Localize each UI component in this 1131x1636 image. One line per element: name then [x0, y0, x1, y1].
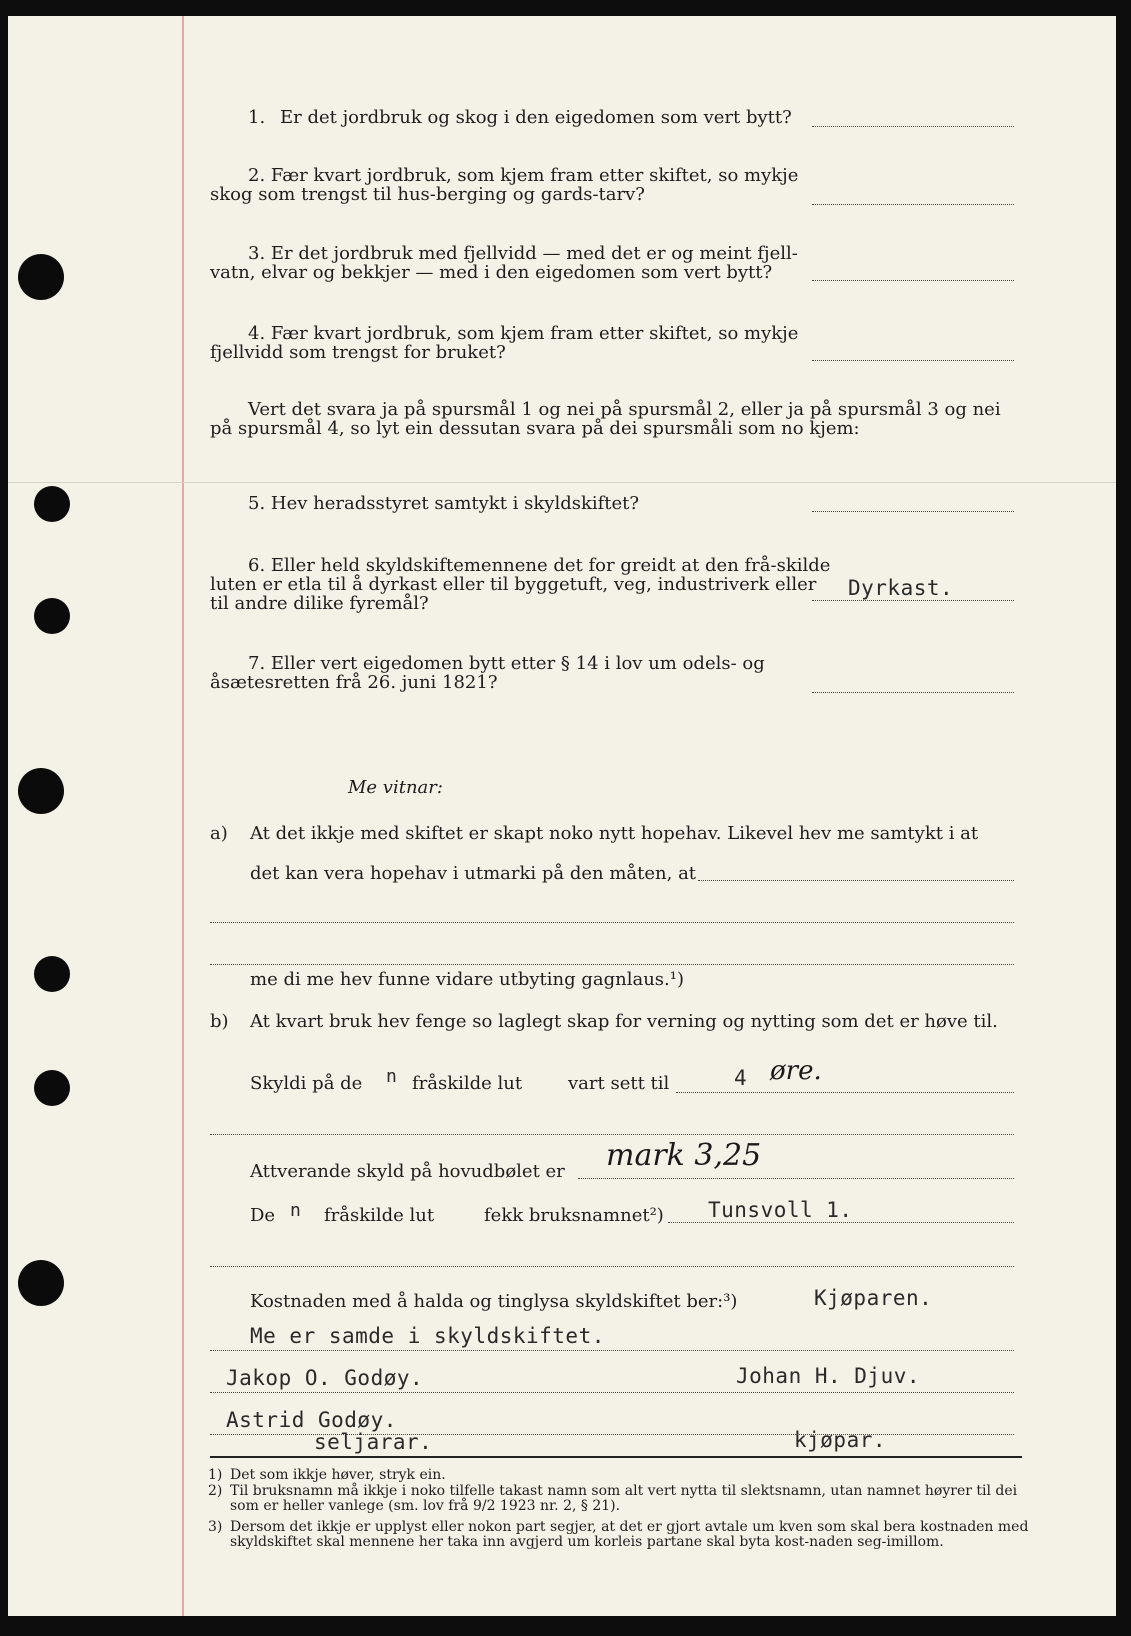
punch-hole	[34, 598, 70, 634]
section-b-line1: At kvart bruk hev fenge so laglegt skap for verning og nytting som det er høve til.	[250, 1011, 998, 1032]
punch-hole	[34, 1070, 70, 1106]
punch-hole	[18, 1260, 64, 1306]
blank-line	[210, 922, 1014, 923]
buyer-label: kjøpar.	[794, 1428, 887, 1452]
question-2	[210, 166, 840, 204]
question-text: Er det jordbruk og skog i den eigedomen som vert bytt?	[280, 107, 792, 128]
intro-paragraph: Vert det svara ja på spursmål 1 og nei på spursmål 2, eller ja på spursmål 3 og nei på spursmål 4, so lyt ein dessutan svara på dei spursmåli som no kjem:	[210, 399, 1001, 439]
answer-line-1	[812, 126, 1014, 127]
seller-label: seljarar.	[314, 1430, 433, 1454]
agreement-text: Me er samde i skyldskiftet.	[250, 1324, 605, 1348]
footnote-mark: 3)	[208, 1519, 223, 1535]
section-b-mark: b)	[210, 1011, 229, 1032]
footnote-text: Dersom det ikkje er upplyst eller nokon part segjer, at det er gjort avtale um kven som skal bera kostnaden med skyldskiftet skal mennene her taka inn avgjerd um korleis partane skal byta kost-naden seg-imillom.	[230, 1519, 1029, 1550]
skyld-n: n	[386, 1066, 398, 1087]
bruksnamn-n: n	[290, 1200, 302, 1221]
section-a-mark: a)	[210, 823, 228, 844]
answer-6: Dyrkast.	[848, 576, 954, 600]
skyld-prefix: Skyldi på de	[250, 1073, 363, 1094]
footnote-mark: 1)	[208, 1467, 223, 1483]
question-text: Fær kvart jordbruk, som kjem fram etter skiftet, so mykje fjellvidd som trengst for bruket?	[210, 323, 799, 363]
bruksnamn-prefix: De	[250, 1205, 276, 1226]
question-number: 4.	[248, 323, 266, 344]
question-text: Eller held skyldskiftemennene det for greidt at den frå-skilde luten er etla til å dyrkast eller til byggetuft, veg, industriverk eller til andre dilike fyremål?	[210, 555, 831, 614]
blank-line	[698, 880, 1014, 881]
question-1	[210, 108, 810, 127]
question-4	[210, 324, 840, 362]
blank-line	[210, 1392, 1014, 1393]
blank-line	[210, 1134, 1014, 1135]
blank-line	[210, 1266, 1014, 1267]
blank-line	[210, 1350, 1014, 1351]
margin-line	[182, 16, 184, 1616]
punch-hole	[34, 486, 70, 522]
question-number: 1.	[248, 107, 266, 128]
attverande-value: mark 3,25	[606, 1138, 762, 1173]
question-number: 5.	[248, 493, 266, 514]
kostnad-label: Kostnaden med å halda og tinglysa skyldskiftet ber:³)	[250, 1291, 738, 1312]
question-text: Fær kvart jordbruk, som kjem fram etter skiftet, so mykje skog som trengst til hus-berging og gards-tarv?	[210, 165, 799, 205]
skyld-mid: fråskilde lut	[412, 1073, 523, 1094]
answer-line-2	[812, 204, 1014, 205]
blank-line	[578, 1178, 1014, 1179]
question-text: Eller vert eigedomen bytt etter § 14 i lov um odels- og åsætesretten frå 26. juni 1821?	[210, 653, 765, 693]
blank-line	[210, 964, 1014, 965]
footnote-1	[208, 1467, 1030, 1483]
punch-hole	[18, 254, 64, 300]
attverande-label: Attverande skyld på hovudbølet er	[250, 1161, 565, 1182]
question-6	[210, 556, 840, 613]
punch-hole	[34, 956, 70, 992]
bruksnamn-suffix: fekk bruksnamnet²)	[484, 1205, 664, 1226]
footnote-mark: 2)	[208, 1483, 223, 1499]
question-3	[210, 244, 840, 282]
question-5	[210, 494, 840, 513]
section-a-line1: At det ikkje med skiftet er skapt noko nytt hopehav. Likevel hev me samtykt i at	[250, 823, 979, 844]
answer-line-6	[812, 600, 1014, 601]
answer-line-7	[812, 692, 1014, 693]
blank-line	[668, 1222, 1014, 1223]
page-fold	[8, 482, 1116, 483]
question-text: Hev heradsstyret samtykt i skyldskiftet?	[270, 493, 640, 514]
answer-line-4	[812, 360, 1014, 361]
question-number: 6.	[248, 555, 266, 576]
skyld-suffix: vart sett til	[568, 1073, 670, 1094]
question-number: 2.	[248, 165, 266, 186]
kostnad-value: Kjøparen.	[814, 1286, 933, 1310]
question-number: 3.	[248, 243, 266, 264]
bruksnamn-value: Tunsvoll 1.	[708, 1198, 853, 1222]
bruksnamn-mid: fråskilde lut	[324, 1205, 435, 1226]
punch-hole	[18, 768, 64, 814]
section-a-line3: me di me hev funne vidare utbyting gagnlaus.¹)	[250, 969, 684, 990]
document-page	[8, 16, 1116, 1616]
question-7	[210, 654, 840, 692]
seller-signature-2: Astrid Godøy.	[226, 1408, 397, 1432]
answer-line-3	[812, 280, 1014, 281]
buyer-signature-1: Johan H. Djuv.	[736, 1364, 921, 1388]
footnote-2	[208, 1483, 1030, 1514]
footnote-text: Det som ikkje høver, stryk ein.	[230, 1467, 446, 1483]
blank-line	[676, 1092, 1014, 1093]
footnote-text: Til bruksnamn må ikkje i noko tilfelle takast namn som alt vert nytta til slektsnamn, utan namnet høyrer til dei som er heller vanlege (sm. lov frå 9/2 1923 nr. 2, § 21).	[230, 1483, 1018, 1514]
section-a-line2: det kan vera hopehav i utmarki på den måten, at	[250, 863, 697, 884]
skyld-value-typed: 4	[734, 1066, 748, 1090]
footnote-rule	[210, 1456, 1022, 1458]
skyld-value-hand: øre.	[770, 1056, 822, 1086]
answer-line-5	[812, 511, 1014, 512]
seller-signature-1: Jakop O. Godøy.	[226, 1366, 424, 1390]
question-number: 7.	[248, 653, 266, 674]
question-text: Er det jordbruk med fjellvidd — med det er og meint fjell-vatn, elvar og bekkjer — med i den eigedomen som vert bytt?	[210, 243, 798, 283]
footnote-3	[208, 1519, 1030, 1550]
me-vitnar-heading: Me vitnar:	[348, 777, 443, 798]
